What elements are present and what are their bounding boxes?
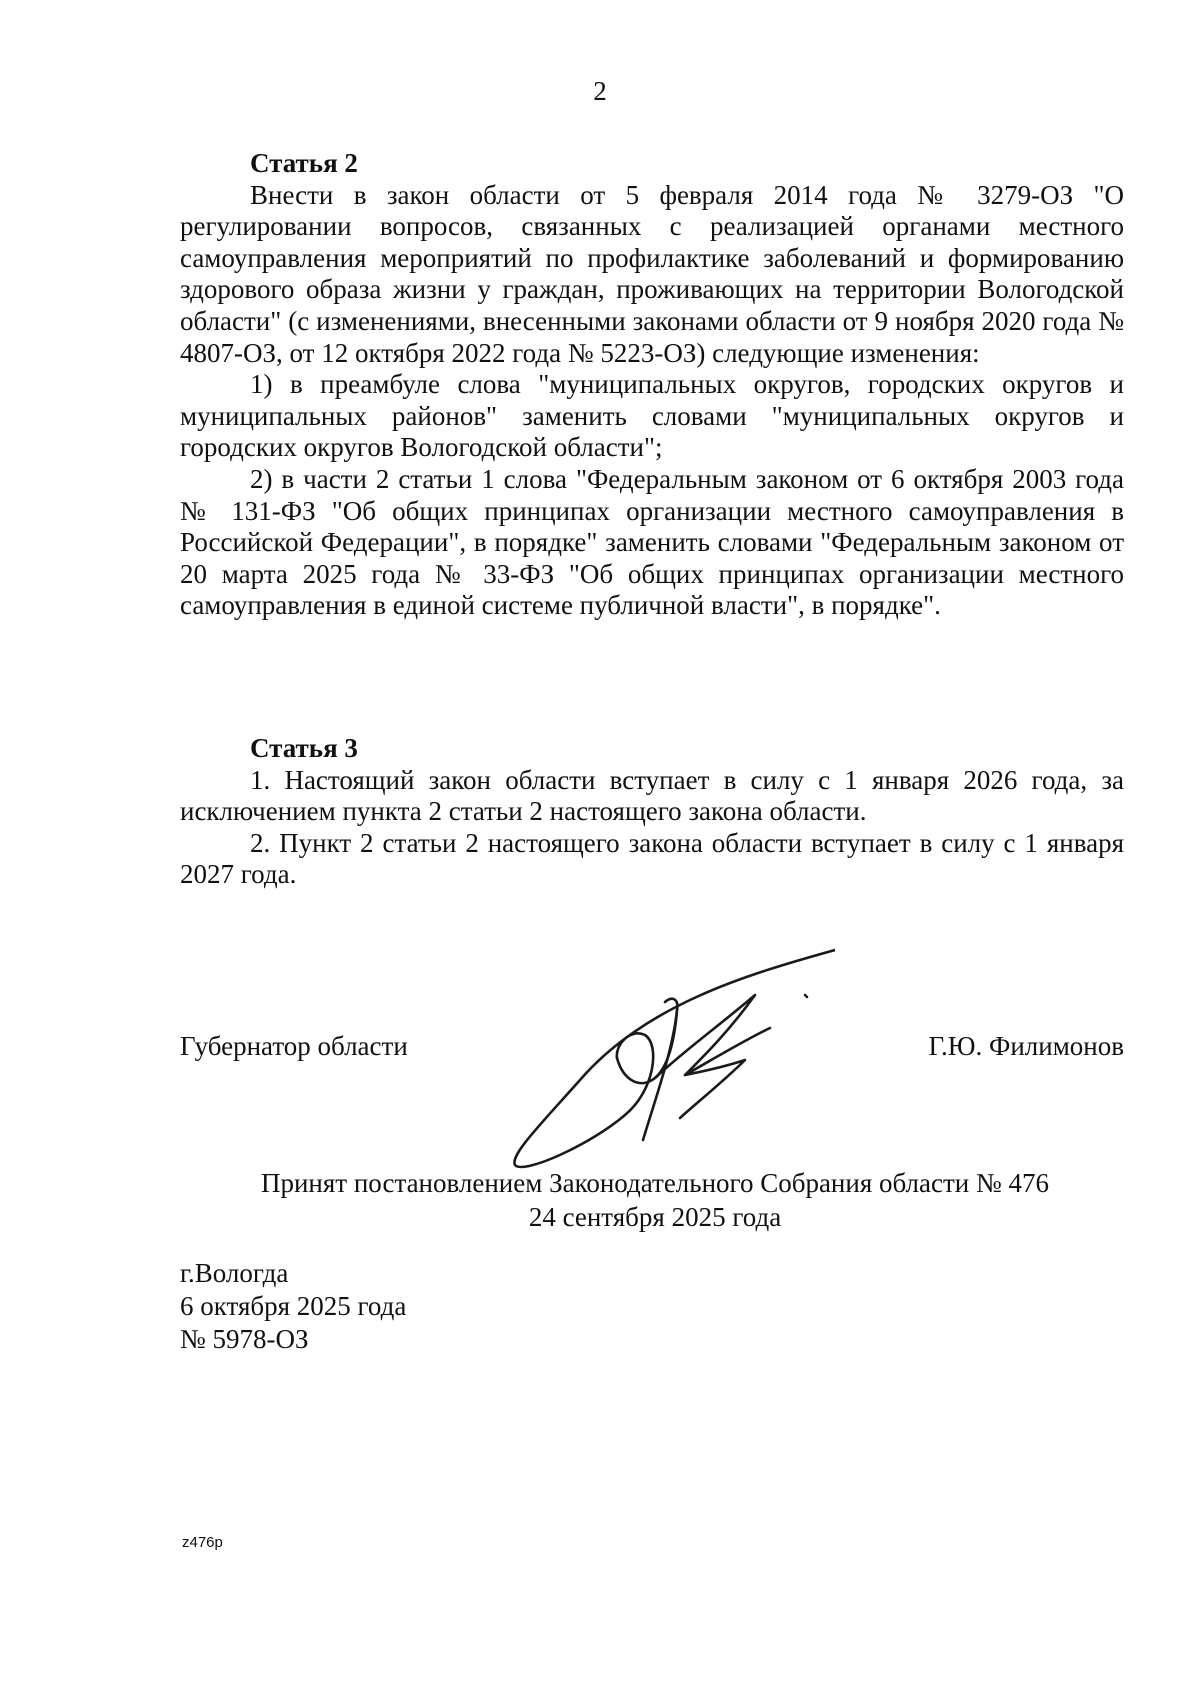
article-2-intro: Внести в закон области от 5 февраля 2014 года № 3279-ОЗ "О регулировании вопросов, связанных с реализацией органами местного самоуправления мероприятий по профилактике заболеваний и формированию здорового образа жизни у граждан, проживающих на территории Вологодской области" (с изменениями, внесенными законами области от 9 ноября 2020 года № 4807-ОЗ, от 12 октября 2022 года № 5223-ОЗ) следующие изменения:: [180, 179, 1124, 368]
governor-name: Г.Ю. Филимонов: [928, 1031, 1124, 1061]
handwritten-signature: [505, 940, 835, 1170]
article-2-item-2: 2) в части 2 статьи 1 слова "Федеральным законом от 6 октября 2003 года № 131-ФЗ "Об общих принципах организации местного самоуправления в Российской Федерации", в порядке" заменить словами "Федеральным законом от 20 марта 2025 года № 33-ФЗ "Об общих принципах организации местного самоуправления в единой системе публичной власти", в порядке".: [180, 463, 1124, 621]
city: г.Вологда: [180, 1258, 289, 1288]
article-3: [180, 733, 1124, 891]
article-3-item-2: 2. Пункт 2 статьи 2 настоящего закона области вступает в силу с 1 января 2027 года.: [180, 827, 1124, 890]
article-2-heading: Статья 2: [250, 148, 358, 178]
law-date: 6 октября 2025 года: [180, 1291, 407, 1321]
article-2: [180, 148, 1124, 622]
page-number: 2: [593, 76, 607, 106]
law-number: № 5978-ОЗ: [180, 1324, 309, 1354]
adoption-line-2: 24 сентября 2025 года: [528, 1202, 782, 1232]
article-3-heading: Статья 3: [250, 733, 358, 763]
adoption-note: [0, 1166, 1200, 1234]
adoption-line-1: Принят постановлением Законодательного Собрания области № 476: [260, 1168, 1050, 1198]
governor-title: Губернатор области: [180, 1031, 408, 1061]
document-code: z476p: [182, 1534, 223, 1551]
place-date-number: [180, 1257, 406, 1356]
article-3-item-1: 1. Настоящий закон области вступает в силу с 1 января 2026 года, за исключением пункта 2 статьи 2 настоящего закона области.: [180, 764, 1124, 827]
article-2-item-1: 1) в преамбуле слова "муниципальных округов, городских округов и муниципальных районов" заменить словами "муниципальных округов и городских округов Вологодской области";: [180, 369, 1124, 463]
